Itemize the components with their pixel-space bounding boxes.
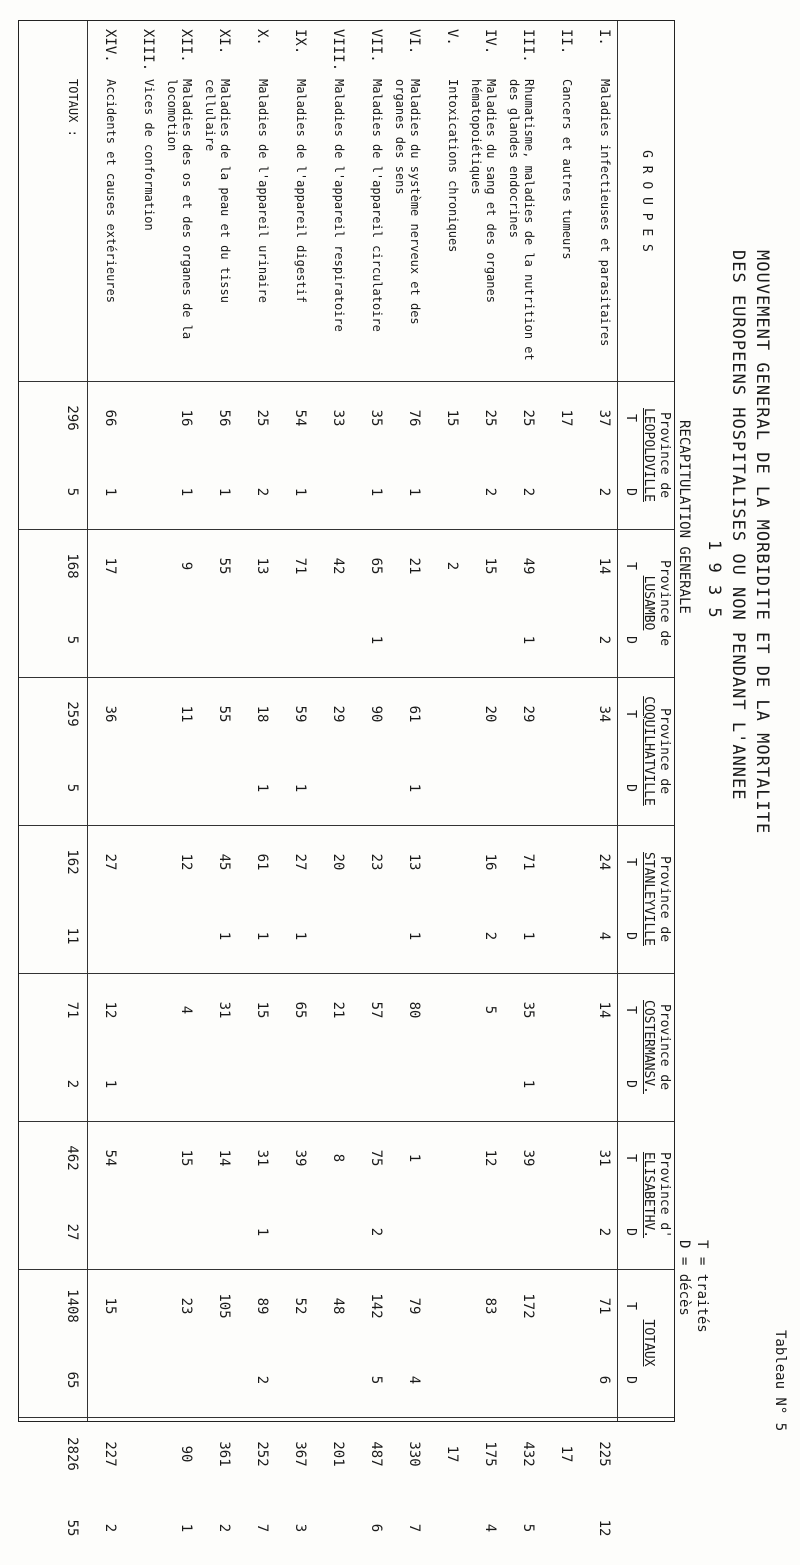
province-name: COQUILHATVILLE xyxy=(641,696,656,806)
data-table xyxy=(18,20,675,1537)
treated-value: 11 xyxy=(178,705,194,723)
deaths-column-header: D xyxy=(623,1228,638,1236)
treated-value: 25 xyxy=(482,409,498,427)
deaths-value: 4 xyxy=(596,931,612,941)
group-number: I. xyxy=(596,29,612,46)
deaths-value: 2 xyxy=(596,487,612,497)
province-header xyxy=(618,973,674,1122)
treated-value: 1408 xyxy=(64,1289,80,1323)
treated-value: 15 xyxy=(178,1149,194,1167)
header-divider xyxy=(617,21,618,1421)
deaths-value: 6 xyxy=(596,1375,612,1385)
title-line-2: DES EUROPEENS HOSPITALISES OU NON PENDANT L'ANNEE xyxy=(728,250,748,801)
treated-value: 12 xyxy=(482,1149,498,1167)
deaths-value: 1 xyxy=(292,931,308,941)
deaths-value: 1 xyxy=(406,783,422,793)
column-divider xyxy=(19,1121,618,1122)
treated-value: 15 xyxy=(482,557,498,575)
province-label: Province d' xyxy=(657,1151,672,1239)
column-divider xyxy=(19,1269,618,1270)
treated-value: 80 xyxy=(406,1001,422,1019)
treated-value: 227 xyxy=(102,1441,118,1467)
treated-value: 17 xyxy=(102,557,118,575)
table-row xyxy=(96,21,118,1533)
treated-value: 76 xyxy=(406,409,422,427)
deaths-value: 1 xyxy=(368,635,384,645)
deaths-column-header: D xyxy=(623,1376,638,1384)
deaths-value: 7 xyxy=(406,1523,422,1533)
treated-column-header: T xyxy=(623,1006,638,1014)
treated-value: 13 xyxy=(254,557,270,575)
treated-value: 24 xyxy=(596,853,612,871)
recapitulation-title: RECAPITULATION GENERALE xyxy=(676,420,692,614)
treated-value: 13 xyxy=(406,853,422,871)
title-line-1: MOUVEMENT GENERAL DE LA MORBIDITE ET DE LA MORTALITE xyxy=(752,250,772,835)
deaths-value: 1 xyxy=(406,487,422,497)
group-label: Rhumatisme, maladies de la nutrition et des glandes endocrines xyxy=(507,79,536,361)
group-number: X. xyxy=(254,29,270,46)
treated-value: 8 xyxy=(330,1153,346,1163)
group-label: Intoxications chroniques xyxy=(446,79,460,253)
group-label: Maladies infectieuses et parasitaires xyxy=(598,79,612,347)
deaths-value: 1 xyxy=(520,1079,536,1089)
deaths-value: 2 xyxy=(254,1375,270,1385)
group-label: Maladies de l'appareil digestif xyxy=(294,79,308,303)
treated-value: 23 xyxy=(368,853,384,871)
treated-column-header: T xyxy=(623,562,638,570)
treated-value: 15 xyxy=(254,1001,270,1019)
table-row xyxy=(286,21,308,1533)
deaths-value: 1 xyxy=(178,487,194,497)
group-number: XIII. xyxy=(140,29,156,72)
year: 1 9 3 5 xyxy=(704,540,724,619)
treated-value: 52 xyxy=(292,1297,308,1315)
treated-column-header: T xyxy=(623,858,638,866)
treated-value: 296 xyxy=(64,405,80,431)
province-label: Province de xyxy=(657,559,672,647)
treated-value: 39 xyxy=(292,1149,308,1167)
treated-value: 2826 xyxy=(64,1437,80,1471)
treated-value: 27 xyxy=(292,853,308,871)
treated-value: 23 xyxy=(178,1297,194,1315)
group-number: VI. xyxy=(406,29,422,55)
province-name: STANLEYVILLE xyxy=(641,852,656,946)
column-divider xyxy=(19,973,618,974)
treated-value: 17 xyxy=(444,1445,460,1463)
treated-value: 31 xyxy=(596,1149,612,1167)
group-label: Maladies des os et des organes de la locomotion xyxy=(165,79,194,340)
legend-treated: T = traités xyxy=(694,1240,710,1333)
deaths-value: 2 xyxy=(482,487,498,497)
deaths-value: 27 xyxy=(64,1223,80,1241)
group-number: VII. xyxy=(368,29,384,63)
treated-value: 27 xyxy=(102,853,118,871)
column-divider xyxy=(19,1417,618,1418)
deaths-value: 1 xyxy=(102,1079,118,1089)
treated-value: 31 xyxy=(216,1001,232,1019)
group-label: Vices de conformation xyxy=(142,79,156,231)
deaths-value: 1 xyxy=(216,931,232,941)
group-label: Maladies du sang et des organes hématopoiétiques xyxy=(469,79,498,303)
deaths-value: 1 xyxy=(520,931,536,941)
group-label: Maladies de l'appareil circulatoire xyxy=(370,79,384,332)
treated-value: 15 xyxy=(444,409,460,427)
column-divider xyxy=(19,677,618,678)
treated-value: 54 xyxy=(292,409,308,427)
treated-value: 71 xyxy=(596,1297,612,1315)
treated-value: 20 xyxy=(482,705,498,723)
group-number: XI. xyxy=(216,29,232,55)
group-label: TOTAUX : xyxy=(66,79,80,137)
treated-value: 12 xyxy=(102,1001,118,1019)
province-label: Province de xyxy=(657,411,672,499)
treated-value: 252 xyxy=(254,1441,270,1467)
treated-value: 79 xyxy=(406,1297,422,1315)
deaths-value: 11 xyxy=(64,927,80,945)
table-row xyxy=(552,21,574,1463)
treated-value: 487 xyxy=(368,1441,384,1467)
deaths-value: 3 xyxy=(292,1523,308,1533)
column-divider xyxy=(19,825,618,826)
deaths-value: 1 xyxy=(178,1523,194,1533)
province-header xyxy=(618,677,674,826)
treated-value: 9 xyxy=(178,561,194,571)
treated-value: 225 xyxy=(596,1441,612,1467)
table-row xyxy=(248,21,270,1533)
treated-value: 59 xyxy=(292,705,308,723)
deaths-value: 5 xyxy=(64,783,80,793)
treated-value: 14 xyxy=(596,557,612,575)
column-divider xyxy=(19,529,618,530)
treated-value: 432 xyxy=(520,1441,536,1467)
deaths-value: 4 xyxy=(482,1523,498,1533)
treated-column-header: T xyxy=(623,1302,638,1310)
treated-value: 16 xyxy=(178,409,194,427)
treated-value: 55 xyxy=(216,705,232,723)
deaths-value: 5 xyxy=(64,487,80,497)
table-row xyxy=(58,21,80,1537)
treated-value: 54 xyxy=(102,1149,118,1167)
province-header xyxy=(618,1121,674,1270)
treated-value: 33 xyxy=(330,409,346,427)
treated-value: 35 xyxy=(368,409,384,427)
province-header xyxy=(618,381,674,530)
treated-value: 462 xyxy=(64,1145,80,1171)
treated-value: 17 xyxy=(558,1445,574,1463)
group-number: VIII. xyxy=(330,29,346,72)
table-row xyxy=(134,21,156,1421)
treated-value: 65 xyxy=(292,1001,308,1019)
tableau-number: Tableau N° 5 xyxy=(772,1330,788,1432)
group-number: IX. xyxy=(292,29,308,55)
treated-value: 65 xyxy=(368,557,384,575)
treated-value: 18 xyxy=(254,705,270,723)
treated-value: 175 xyxy=(482,1441,498,1467)
deaths-value: 5 xyxy=(368,1375,384,1385)
treated-value: 48 xyxy=(330,1297,346,1315)
treated-value: 66 xyxy=(102,409,118,427)
deaths-value: 2 xyxy=(596,635,612,645)
deaths-value: 2 xyxy=(102,1523,118,1533)
treated-value: 367 xyxy=(292,1441,308,1467)
province-header xyxy=(618,529,674,678)
table-row xyxy=(393,21,422,1533)
treated-value: 25 xyxy=(254,409,270,427)
treated-value: 61 xyxy=(406,705,422,723)
group-number: IV. xyxy=(482,29,498,55)
treated-value: 83 xyxy=(482,1297,498,1315)
treated-value: 90 xyxy=(178,1445,194,1463)
treated-value: 42 xyxy=(330,557,346,575)
deaths-value: 2 xyxy=(596,1227,612,1237)
treated-value: 31 xyxy=(254,1149,270,1167)
group-label: Maladies de l'appareil urinaire xyxy=(256,79,270,303)
deaths-value: 6 xyxy=(368,1523,384,1533)
treated-value: 1 xyxy=(406,1153,422,1163)
deaths-value: 1 xyxy=(102,487,118,497)
deaths-value: 1 xyxy=(406,931,422,941)
group-label: Maladies de l'appareil respiratoire xyxy=(332,79,346,332)
deaths-value: 2 xyxy=(216,1523,232,1533)
deaths-value: 12 xyxy=(596,1519,612,1537)
legend-deaths: D = décès xyxy=(676,1240,692,1316)
deaths-column-header: D xyxy=(623,1080,638,1088)
deaths-value: 7 xyxy=(254,1523,270,1533)
province-name: ELISABETHV. xyxy=(641,1151,656,1239)
treated-value: 162 xyxy=(64,849,80,875)
group-number: II. xyxy=(558,29,574,55)
deaths-value: 2 xyxy=(520,487,536,497)
deaths-value: 2 xyxy=(368,1227,384,1237)
treated-value: 61 xyxy=(254,853,270,871)
treated-value: 45 xyxy=(216,853,232,871)
table-row xyxy=(165,21,194,1533)
deaths-value: 2 xyxy=(64,1079,80,1089)
treated-value: 17 xyxy=(558,409,574,427)
table-row xyxy=(362,21,384,1533)
treated-column-header: T xyxy=(623,710,638,718)
treated-value: 71 xyxy=(64,1001,80,1019)
table-row xyxy=(469,21,498,1533)
treated-value: 55 xyxy=(216,557,232,575)
treated-value: 201 xyxy=(330,1441,346,1467)
deaths-value: 1 xyxy=(292,783,308,793)
province-name: COSTERMANSV. xyxy=(641,1000,656,1094)
treated-value: 14 xyxy=(596,1001,612,1019)
deaths-value: 1 xyxy=(254,1227,270,1237)
treated-value: 57 xyxy=(368,1001,384,1019)
treated-value: 39 xyxy=(520,1149,536,1167)
treated-value: 89 xyxy=(254,1297,270,1315)
deaths-value: 1 xyxy=(254,931,270,941)
treated-value: 4 xyxy=(178,1005,194,1015)
deaths-value: 65 xyxy=(64,1371,80,1389)
treated-value: 2 xyxy=(444,561,460,571)
group-number: V. xyxy=(444,29,460,46)
province-name: TOTAUX xyxy=(641,1319,656,1367)
treated-value: 16 xyxy=(482,853,498,871)
treated-value: 15 xyxy=(102,1297,118,1315)
deaths-value: 2 xyxy=(482,931,498,941)
treated-value: 37 xyxy=(596,409,612,427)
group-label: Cancers et autres tumeurs xyxy=(560,79,574,260)
treated-value: 14 xyxy=(216,1149,232,1167)
treated-value: 71 xyxy=(520,853,536,871)
treated-value: 21 xyxy=(406,557,422,575)
treated-value: 105 xyxy=(216,1293,232,1319)
treated-value: 5 xyxy=(482,1005,498,1015)
group-number: III. xyxy=(520,29,536,63)
totals-divider xyxy=(87,21,88,1421)
treated-value: 361 xyxy=(216,1441,232,1467)
treated-value: 12 xyxy=(178,853,194,871)
groups-header: G R O U P E S xyxy=(618,21,674,382)
deaths-value: 1 xyxy=(520,635,536,645)
column-divider xyxy=(19,381,618,382)
deaths-value: 4 xyxy=(406,1375,422,1385)
province-name: LEOPOLDVILLE xyxy=(641,408,656,502)
table-row xyxy=(324,21,346,1467)
treated-value: 25 xyxy=(520,409,536,427)
treated-value: 20 xyxy=(330,853,346,871)
treated-column-header: T xyxy=(623,414,638,422)
deaths-column-header: D xyxy=(623,488,638,496)
deaths-value: 2 xyxy=(254,487,270,497)
treated-value: 168 xyxy=(64,553,80,579)
province-label: Province de xyxy=(657,1003,672,1091)
group-label: Maladies du système nerveux et des organes des sens xyxy=(393,79,422,325)
group-label: Maladies de la peau et du tissu cellulaire xyxy=(203,79,232,303)
treated-value: 21 xyxy=(330,1001,346,1019)
treated-value: 172 xyxy=(520,1293,536,1319)
treated-value: 330 xyxy=(406,1441,422,1467)
treated-value: 56 xyxy=(216,409,232,427)
province-name: LUSAMBO xyxy=(641,575,656,631)
province-label: Province de xyxy=(657,855,672,943)
table-row xyxy=(590,21,612,1537)
group-number: XIV. xyxy=(102,29,118,63)
treated-value: 49 xyxy=(520,557,536,575)
treated-value: 75 xyxy=(368,1149,384,1167)
deaths-value: 5 xyxy=(64,635,80,645)
treated-value: 29 xyxy=(330,705,346,723)
treated-value: 36 xyxy=(102,705,118,723)
treated-value: 35 xyxy=(520,1001,536,1019)
group-number: XII. xyxy=(178,29,194,63)
treated-value: 34 xyxy=(596,705,612,723)
deaths-column-header: D xyxy=(623,932,638,940)
deaths-value: 1 xyxy=(216,487,232,497)
group-label: Accidents et causes extérieures xyxy=(104,79,118,303)
treated-value: 90 xyxy=(368,705,384,723)
table-row xyxy=(507,21,536,1533)
deaths-value: 1 xyxy=(254,783,270,793)
deaths-column-header: D xyxy=(623,784,638,792)
treated-value: 259 xyxy=(64,701,80,727)
province-header xyxy=(618,1269,674,1418)
deaths-value: 1 xyxy=(292,487,308,497)
treated-value: 29 xyxy=(520,705,536,723)
deaths-value: 55 xyxy=(64,1519,80,1537)
deaths-value: 1 xyxy=(368,487,384,497)
treated-value: 142 xyxy=(368,1293,384,1319)
deaths-value: 5 xyxy=(520,1523,536,1533)
deaths-column-header: D xyxy=(623,636,638,644)
province-label: Province de xyxy=(657,707,672,795)
treated-value: 71 xyxy=(292,557,308,575)
table-row xyxy=(203,21,232,1533)
treated-column-header: T xyxy=(623,1154,638,1162)
table-row xyxy=(438,21,460,1463)
province-header xyxy=(618,825,674,974)
